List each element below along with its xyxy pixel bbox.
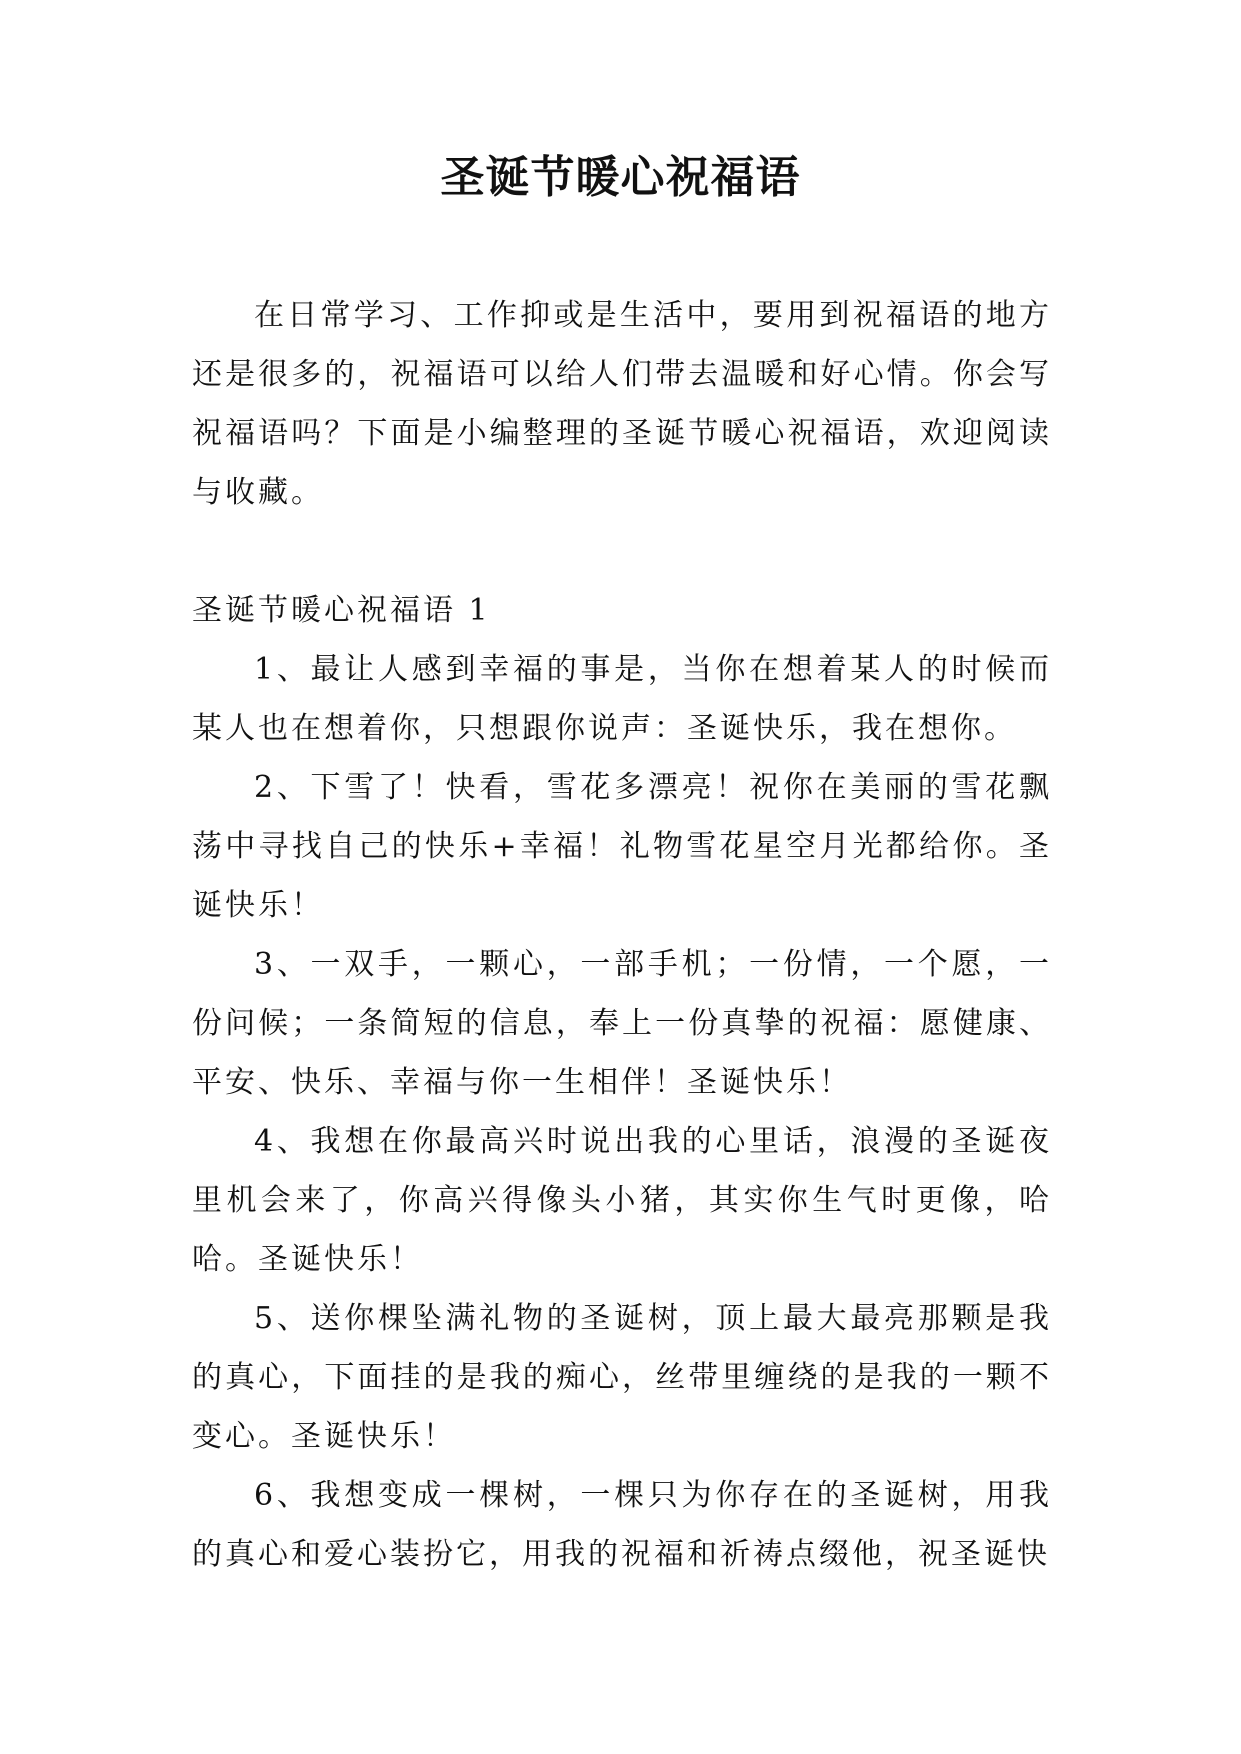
list-item: 6、我想变成一棵树，一棵只为你存在的圣诞树，用我的真心和爱心装扮它，用我的祝福和祈祷点缀他，祝圣诞快: [192, 1478, 1052, 1572]
list-item: 4、我想在你最高兴时说出我的心里话，浪漫的圣诞夜里机会来了，你高兴得像头小猪，其实你生气时更像，哈哈。圣诞快乐！: [192, 1124, 1052, 1277]
intro-paragraph: 在日常学习、工作抑或是生活中，要用到祝福语的地方还是很多的，祝福语可以给人们带去温暖和好心情。你会写祝福语吗？下面是小编整理的圣诞节暖心祝福语，欢迎阅读与收藏。: [192, 298, 1052, 510]
list-item: 1、最让人感到幸福的事是，当你在想着某人的时候而某人也在想着你，只想跟你说声：圣诞快乐，我在想你。: [192, 652, 1052, 746]
document-title: 圣诞节暖心祝福语: [440, 152, 801, 203]
document-body: [192, 286, 1052, 1584]
list-item: 2、下雪了！快看，雪花多漂亮！祝你在美丽的雪花飘荡中寻找自己的快乐+幸福！礼物雪花星空月光都给你。圣诞快乐！: [192, 770, 1052, 923]
list-item: 5、送你棵坠满礼物的圣诞树，顶上最大最亮那颗是我的真心，下面挂的是我的痴心，丝带里缠绕的是我的一颗不变心。圣诞快乐！: [192, 1301, 1052, 1454]
list-item: 3、一双手，一颗心，一部手机；一份情，一个愿，一份问候；一条简短的信息，奉上一份真挚的祝福：愿健康、平安、快乐、幸福与你一生相伴！圣诞快乐！: [192, 947, 1052, 1100]
section-heading: 圣诞节暖心祝福语 1: [192, 593, 491, 628]
